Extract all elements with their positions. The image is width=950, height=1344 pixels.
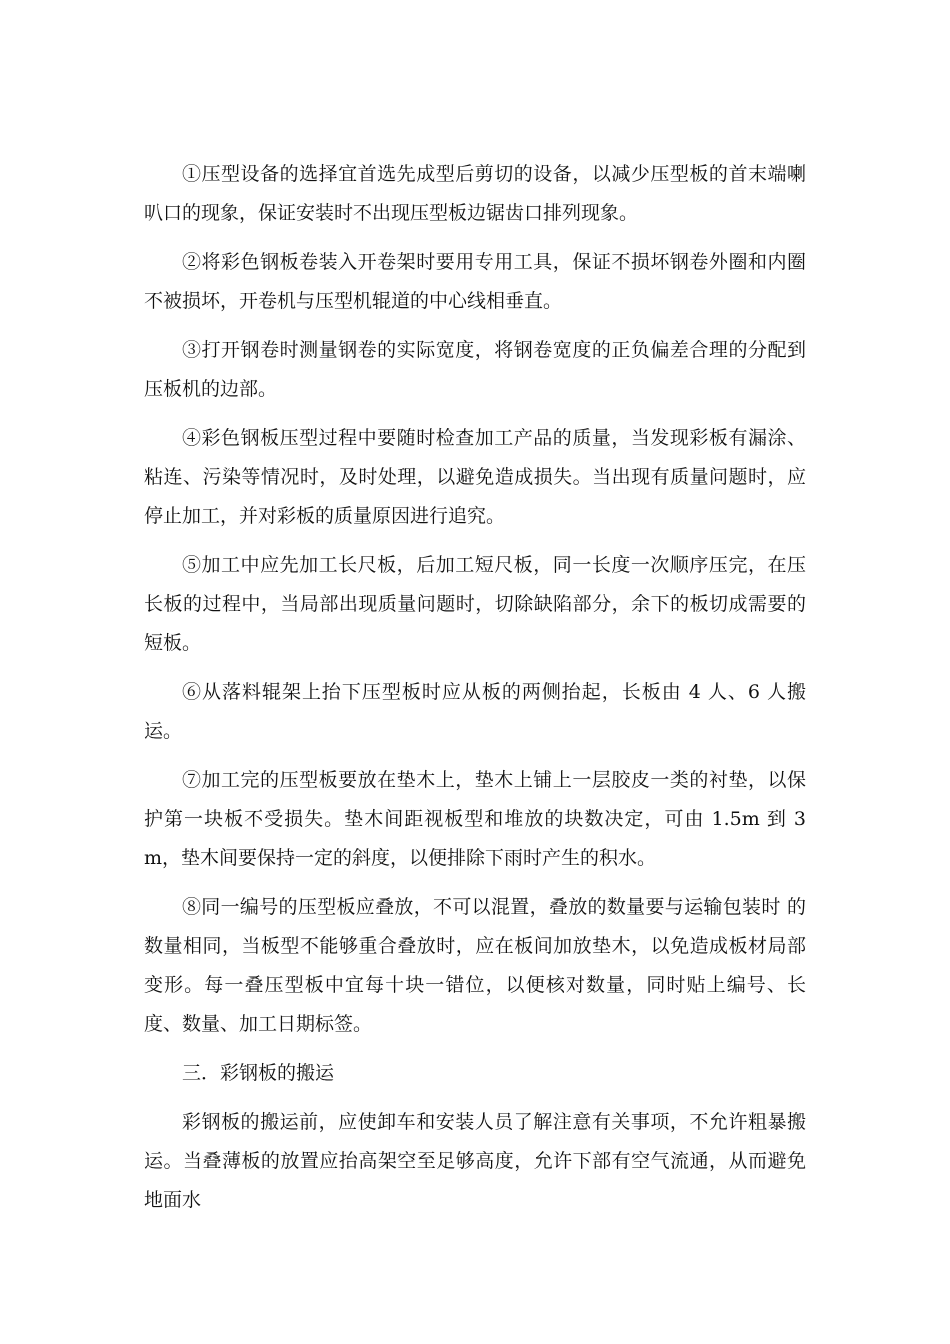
paragraph-7: ⑦加工完的压型板要放在垫木上，垫木上铺上一层胶皮一类的衬垫，以保护第一块板不受损失。垫木间距视板型和堆放的块数决定，可由 1.5m 到 3m，垫木间要保持一定的斜度，以便排除下雨时产生的积水。	[144, 769, 806, 869]
paragraph-3: ③打开钢卷时测量钢卷的实际宽度，将钢卷宽度的正负偏差合理的分配到压板机的边部。	[144, 339, 806, 400]
paragraph-4: ④彩色钢板压型过程中要随时检查加工产品的质量，当发现彩板有漏涂、粘连、污染等情况时，及时处理，以避免造成损失。当出现有质量问题时，应停止加工，并对彩板的质量原因进行追究。	[144, 427, 806, 527]
closing-paragraph: 彩钢板的搬运前，应使卸车和安装人员了解注意有关事项，不允许粗暴搬运。当叠薄板的放置应抬高架空至足够高度，允许下部有空气流通，从而避免地面水	[144, 1111, 806, 1211]
paragraph-8: ⑧同一编号的压型板应叠放，不可以混置，叠放的数量要与运输包装时 的数量相同，当板型不能够重合叠放时，应在板间加放垫木，以免造成板材局部变形。每一叠压型板中宜每十块一错位，以便核对数量，同时贴上编号、长度、数量、加工日期标签。	[144, 896, 806, 1035]
section-heading: 三．彩钢板的搬运	[182, 1062, 335, 1084]
paragraph-2: ②将彩色钢板卷装入开卷架时要用专用工具，保证不损坏钢卷外圈和内圈不被损坏，开卷机与压型机辊道的中心线相垂直。	[144, 251, 806, 312]
document-body	[144, 155, 806, 1230]
paragraph-1: ①压型设备的选择宜首选先成型后剪切的设备，以减少压型板的首末端喇叭口的现象，保证安装时不出现压型板边锯齿口排列现象。	[144, 163, 806, 224]
paragraph-5: ⑤加工中应先加工长尺板，后加工短尺板，同一长度一次顺序压完，在压长板的过程中，当局部出现质量问题时，切除缺陷部分，余下的板切成需要的短板。	[144, 554, 806, 654]
paragraph-6: ⑥从落料辊架上抬下压型板时应从板的两侧抬起，长板由 4 人、6 人搬运。	[144, 681, 806, 742]
